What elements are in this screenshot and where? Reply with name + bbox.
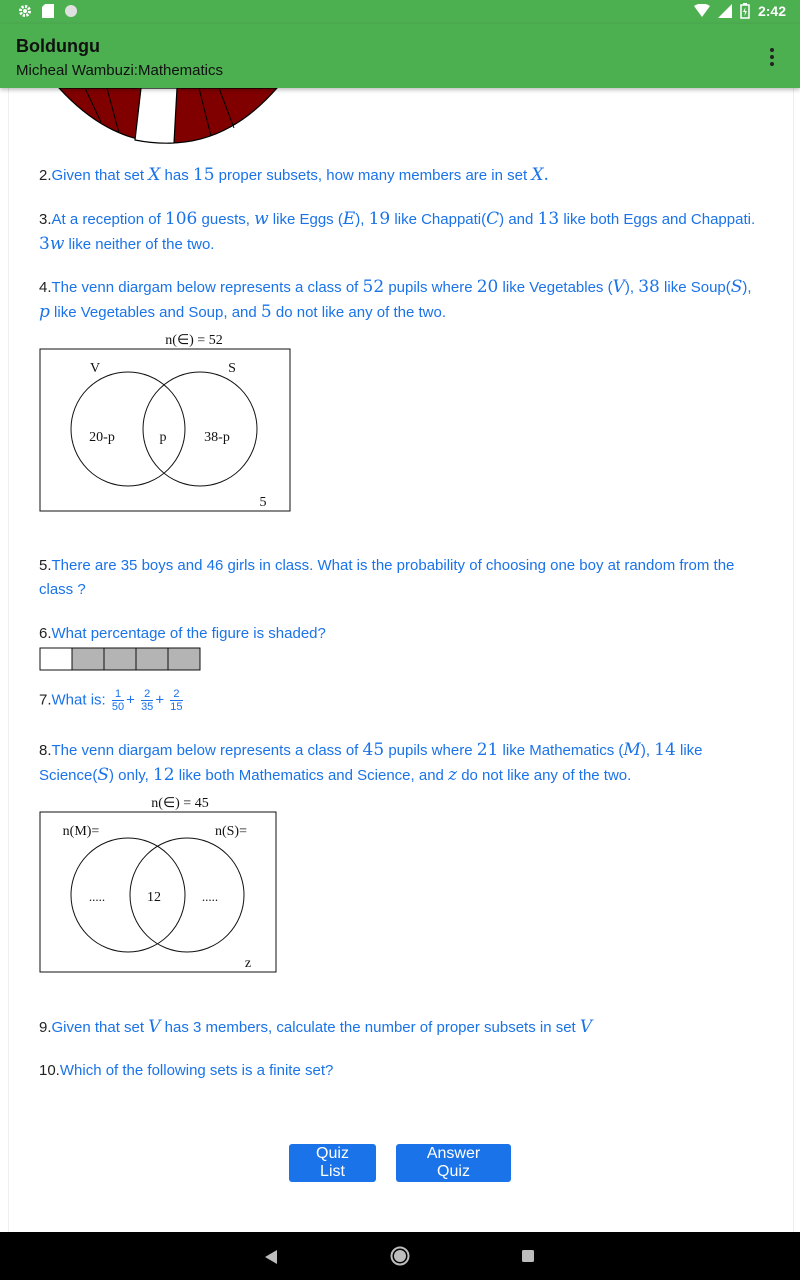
shaded-figure bbox=[39, 647, 201, 672]
answer-quiz-button[interactable]: Answer Quiz bbox=[396, 1144, 511, 1182]
venn1-universe-label: n(∈) = 52 bbox=[165, 333, 223, 348]
venn2-only-m: ..... bbox=[88, 889, 106, 904]
question-3: 3.At a reception of 106 guests, w like Eggs (E), 19 like Chappati(C) and 13 like both Eggs and Chappati. 3w like neither of the two. bbox=[39, 209, 756, 254]
app-title: Boldungu bbox=[16, 36, 100, 56]
venn2-both: 12 bbox=[147, 890, 161, 905]
figure-cell bbox=[168, 648, 200, 670]
quiz-content[interactable] bbox=[8, 88, 794, 1232]
venn1-label-s: S bbox=[228, 361, 236, 376]
venn2-only-s: ..... bbox=[201, 889, 219, 904]
question-9: 9.Given that set V has 3 members, calculate the number of proper subsets in set V bbox=[39, 1017, 593, 1037]
venn2-label-s: n(S)= bbox=[214, 824, 248, 839]
fraction-2: $\frac{2}{35}$ bbox=[141, 688, 154, 713]
battery-icon bbox=[740, 3, 750, 19]
back-icon[interactable] bbox=[264, 1249, 278, 1265]
pie-chart-figure bbox=[49, 88, 289, 144]
app-bar bbox=[0, 24, 800, 88]
venn2-outside: z bbox=[244, 956, 252, 971]
venn2-universe-label: n(∈) = 45 bbox=[151, 796, 209, 811]
signal-icon bbox=[718, 4, 732, 18]
question-8: 8.The venn diargam below represents a class of 45 pupils where 21 like Mathematics (M), 14 like Science(S) only, 12 like both Mathematics and Science, and z do not like any of the two. bbox=[39, 740, 703, 785]
venn2-label-m: n(M)= bbox=[62, 824, 100, 839]
sd-card-icon bbox=[42, 4, 54, 18]
venn-diagram-2 bbox=[39, 791, 279, 975]
home-icon[interactable] bbox=[390, 1246, 410, 1266]
venn1-circle-s bbox=[143, 372, 257, 486]
app-subtitle: Micheal Wambuzi:Mathematics bbox=[16, 62, 224, 79]
question-7: 7.What is: $\frac{1}{50}$ + $\frac{2}{35}$ + $\frac{2}{15}$ bbox=[39, 688, 183, 713]
figure-cell bbox=[104, 648, 136, 670]
venn1-circle-v bbox=[71, 372, 185, 486]
venn1-label-v: V bbox=[89, 361, 101, 376]
status-bar bbox=[0, 0, 800, 24]
venn1-only-v: 20-p bbox=[89, 430, 115, 445]
figure-cell bbox=[40, 648, 72, 670]
circle-icon bbox=[64, 4, 78, 18]
venn1-both: p bbox=[159, 430, 167, 445]
fraction-1: $\frac{1}{50}$ bbox=[111, 688, 125, 713]
recents-icon[interactable] bbox=[521, 1249, 535, 1263]
navigation-bar bbox=[0, 1232, 800, 1280]
wifi-icon bbox=[694, 4, 710, 18]
figure-cell bbox=[136, 648, 168, 670]
question-2: 2.Given that set X has 15 proper subsets, how many members are in set X. bbox=[39, 165, 549, 185]
status-time: 2:42 bbox=[757, 3, 786, 19]
question-6: 6.What percentage of the figure is shaded? bbox=[39, 625, 326, 642]
question-4: 4.The venn diargam below represents a class of 52 pupils where 20 like Vegetables (V), 38 like Soup(S), p like Vegetables and Soup, and 5 do not like any of the two. bbox=[39, 277, 752, 322]
settings-icon bbox=[18, 4, 32, 18]
venn1-outside: 5 bbox=[259, 495, 267, 510]
quiz-list-button[interactable]: Quiz List bbox=[289, 1144, 376, 1182]
venn-diagram-1 bbox=[39, 328, 293, 514]
overflow-menu-icon[interactable] bbox=[764, 46, 780, 68]
figure-cell bbox=[72, 648, 104, 670]
question-10: 10.Which of the following sets is a finite set? bbox=[39, 1062, 334, 1079]
question-5: 5.There are 35 boys and 46 girls in class. What is the probability of choosing one boy at random from the class ? bbox=[39, 557, 735, 598]
venn1-only-s: 38-p bbox=[204, 430, 230, 445]
fraction-3: $\frac{2}{15}$ bbox=[170, 688, 183, 713]
